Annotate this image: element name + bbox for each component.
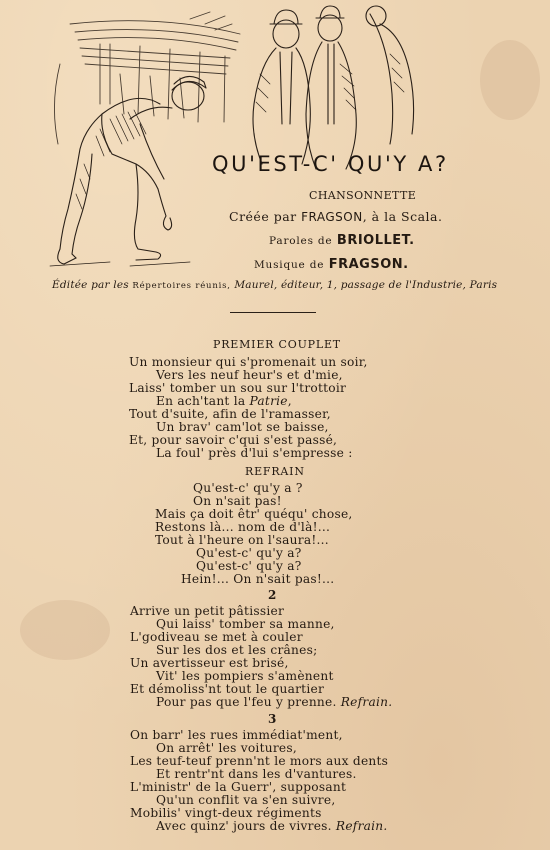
couplet-1-heading: PREMIER COUPLET xyxy=(213,338,341,351)
premiere-singer: FRAGSON xyxy=(301,210,363,224)
separator-rule xyxy=(230,312,316,313)
verse-line xyxy=(156,395,292,408)
verse-line: Vers les neuf heur's et d'mie, xyxy=(156,368,343,382)
verse-line: Un avertisseur est brisé, xyxy=(130,656,289,670)
refrain-line: Hein!... On n'sait pas!... xyxy=(181,572,335,586)
refrain-line: Qu'est-c' qu'y a? xyxy=(196,559,302,573)
verse-line xyxy=(156,696,392,709)
verse-line: Un brav' cam'lot se baisse, xyxy=(156,420,329,434)
verse-line: Tout d'suite, afin de l'ramasser, xyxy=(129,407,331,421)
premiere-suffix: , à la Scala. xyxy=(362,209,443,224)
verse-line: Un monsieur qui s'promenait un soir, xyxy=(129,355,368,369)
verse-punct: , xyxy=(287,394,292,408)
lyricist-name: BRIOLLET. xyxy=(336,233,415,248)
verse-line: L'ministr' de la Guerr', supposant xyxy=(130,780,347,794)
refrain-line: Qu'est-c' qu'y a ? xyxy=(193,481,303,495)
refrain-line: On n'sait pas! xyxy=(193,494,282,508)
refrain-line: Qu'est-c' qu'y a? xyxy=(196,546,302,560)
composer-name: FRAGSON. xyxy=(328,257,409,272)
refrain-line: Restons là... nom de d'là!... xyxy=(155,520,331,534)
composer-credit xyxy=(254,256,409,272)
publisher-smallcaps: Répertoires réunis, xyxy=(132,281,231,291)
publisher-suffix: Maurel, éditeur, 1, passage de l'Industrie, Paris xyxy=(234,279,498,291)
refrain-heading: REFRAIN xyxy=(245,465,305,478)
verse-line: Les teuf-teuf prenn'nt le mors aux dents xyxy=(130,754,389,768)
premiere-credit xyxy=(229,209,442,224)
paper-stain xyxy=(480,40,540,120)
verse-line xyxy=(156,820,388,833)
refrain-tag: Refrain. xyxy=(340,695,393,709)
verse-line: Et, pour savoir c'qui s'est passé, xyxy=(129,433,338,447)
newspaper-title: Patrie xyxy=(249,394,288,408)
verse-line: On arrêt' les voitures, xyxy=(156,741,297,755)
song-genre: CHANSONNETTE xyxy=(309,189,417,202)
verse-line: Laiss' tomber un sou sur l'trottoir xyxy=(129,381,347,395)
verse-line: Sur les dos et les crânes; xyxy=(156,643,318,657)
lyricist-credit xyxy=(269,232,415,248)
couplet-2-number: 2 xyxy=(268,588,277,602)
verse-line: Arrive un petit pâtissier xyxy=(130,604,285,618)
verse-line: Vit' les pompiers s'amènent xyxy=(156,669,334,683)
refrain-line: Tout à l'heure on l'saura!... xyxy=(155,533,329,547)
verse-text: Avec quinz' jours de vivres. xyxy=(156,819,332,833)
verse-text: En ach'tant la xyxy=(156,394,246,408)
verse-text: Pour pas que l'feu y prenne. xyxy=(156,695,337,709)
verse-line: La foul' près d'lui s'empresse : xyxy=(156,446,353,460)
verse-line: L'godiveau se met à couler xyxy=(130,630,303,644)
refrain-line: Mais ça doit êtr' quéqu' chose, xyxy=(155,507,353,521)
premiere-prefix: Créée par xyxy=(229,209,302,224)
verse-line: On barr' les rues immédiat'ment, xyxy=(130,728,343,742)
refrain-tag: Refrain. xyxy=(335,819,388,833)
verse-line: Qui laiss' tomber sa manne, xyxy=(156,617,335,631)
paper-stain xyxy=(20,600,110,660)
verse-line: Et rentr'nt dans les d'vantures. xyxy=(156,767,357,781)
couplet-3-number: 3 xyxy=(268,712,277,726)
verse-line: Mobilis' vingt-deux régiments xyxy=(130,806,322,820)
verse-line: Qu'un conflit va s'en suivre, xyxy=(156,793,336,807)
verse-line: Et démoliss'nt tout le quartier xyxy=(130,682,325,696)
publisher-line xyxy=(52,279,497,291)
song-title: QU'EST-C' QU'Y A? xyxy=(212,152,449,176)
lyricist-label: Paroles de xyxy=(269,235,333,247)
publisher-prefix: Éditée par les xyxy=(52,279,129,291)
composer-label: Musique de xyxy=(254,259,325,271)
